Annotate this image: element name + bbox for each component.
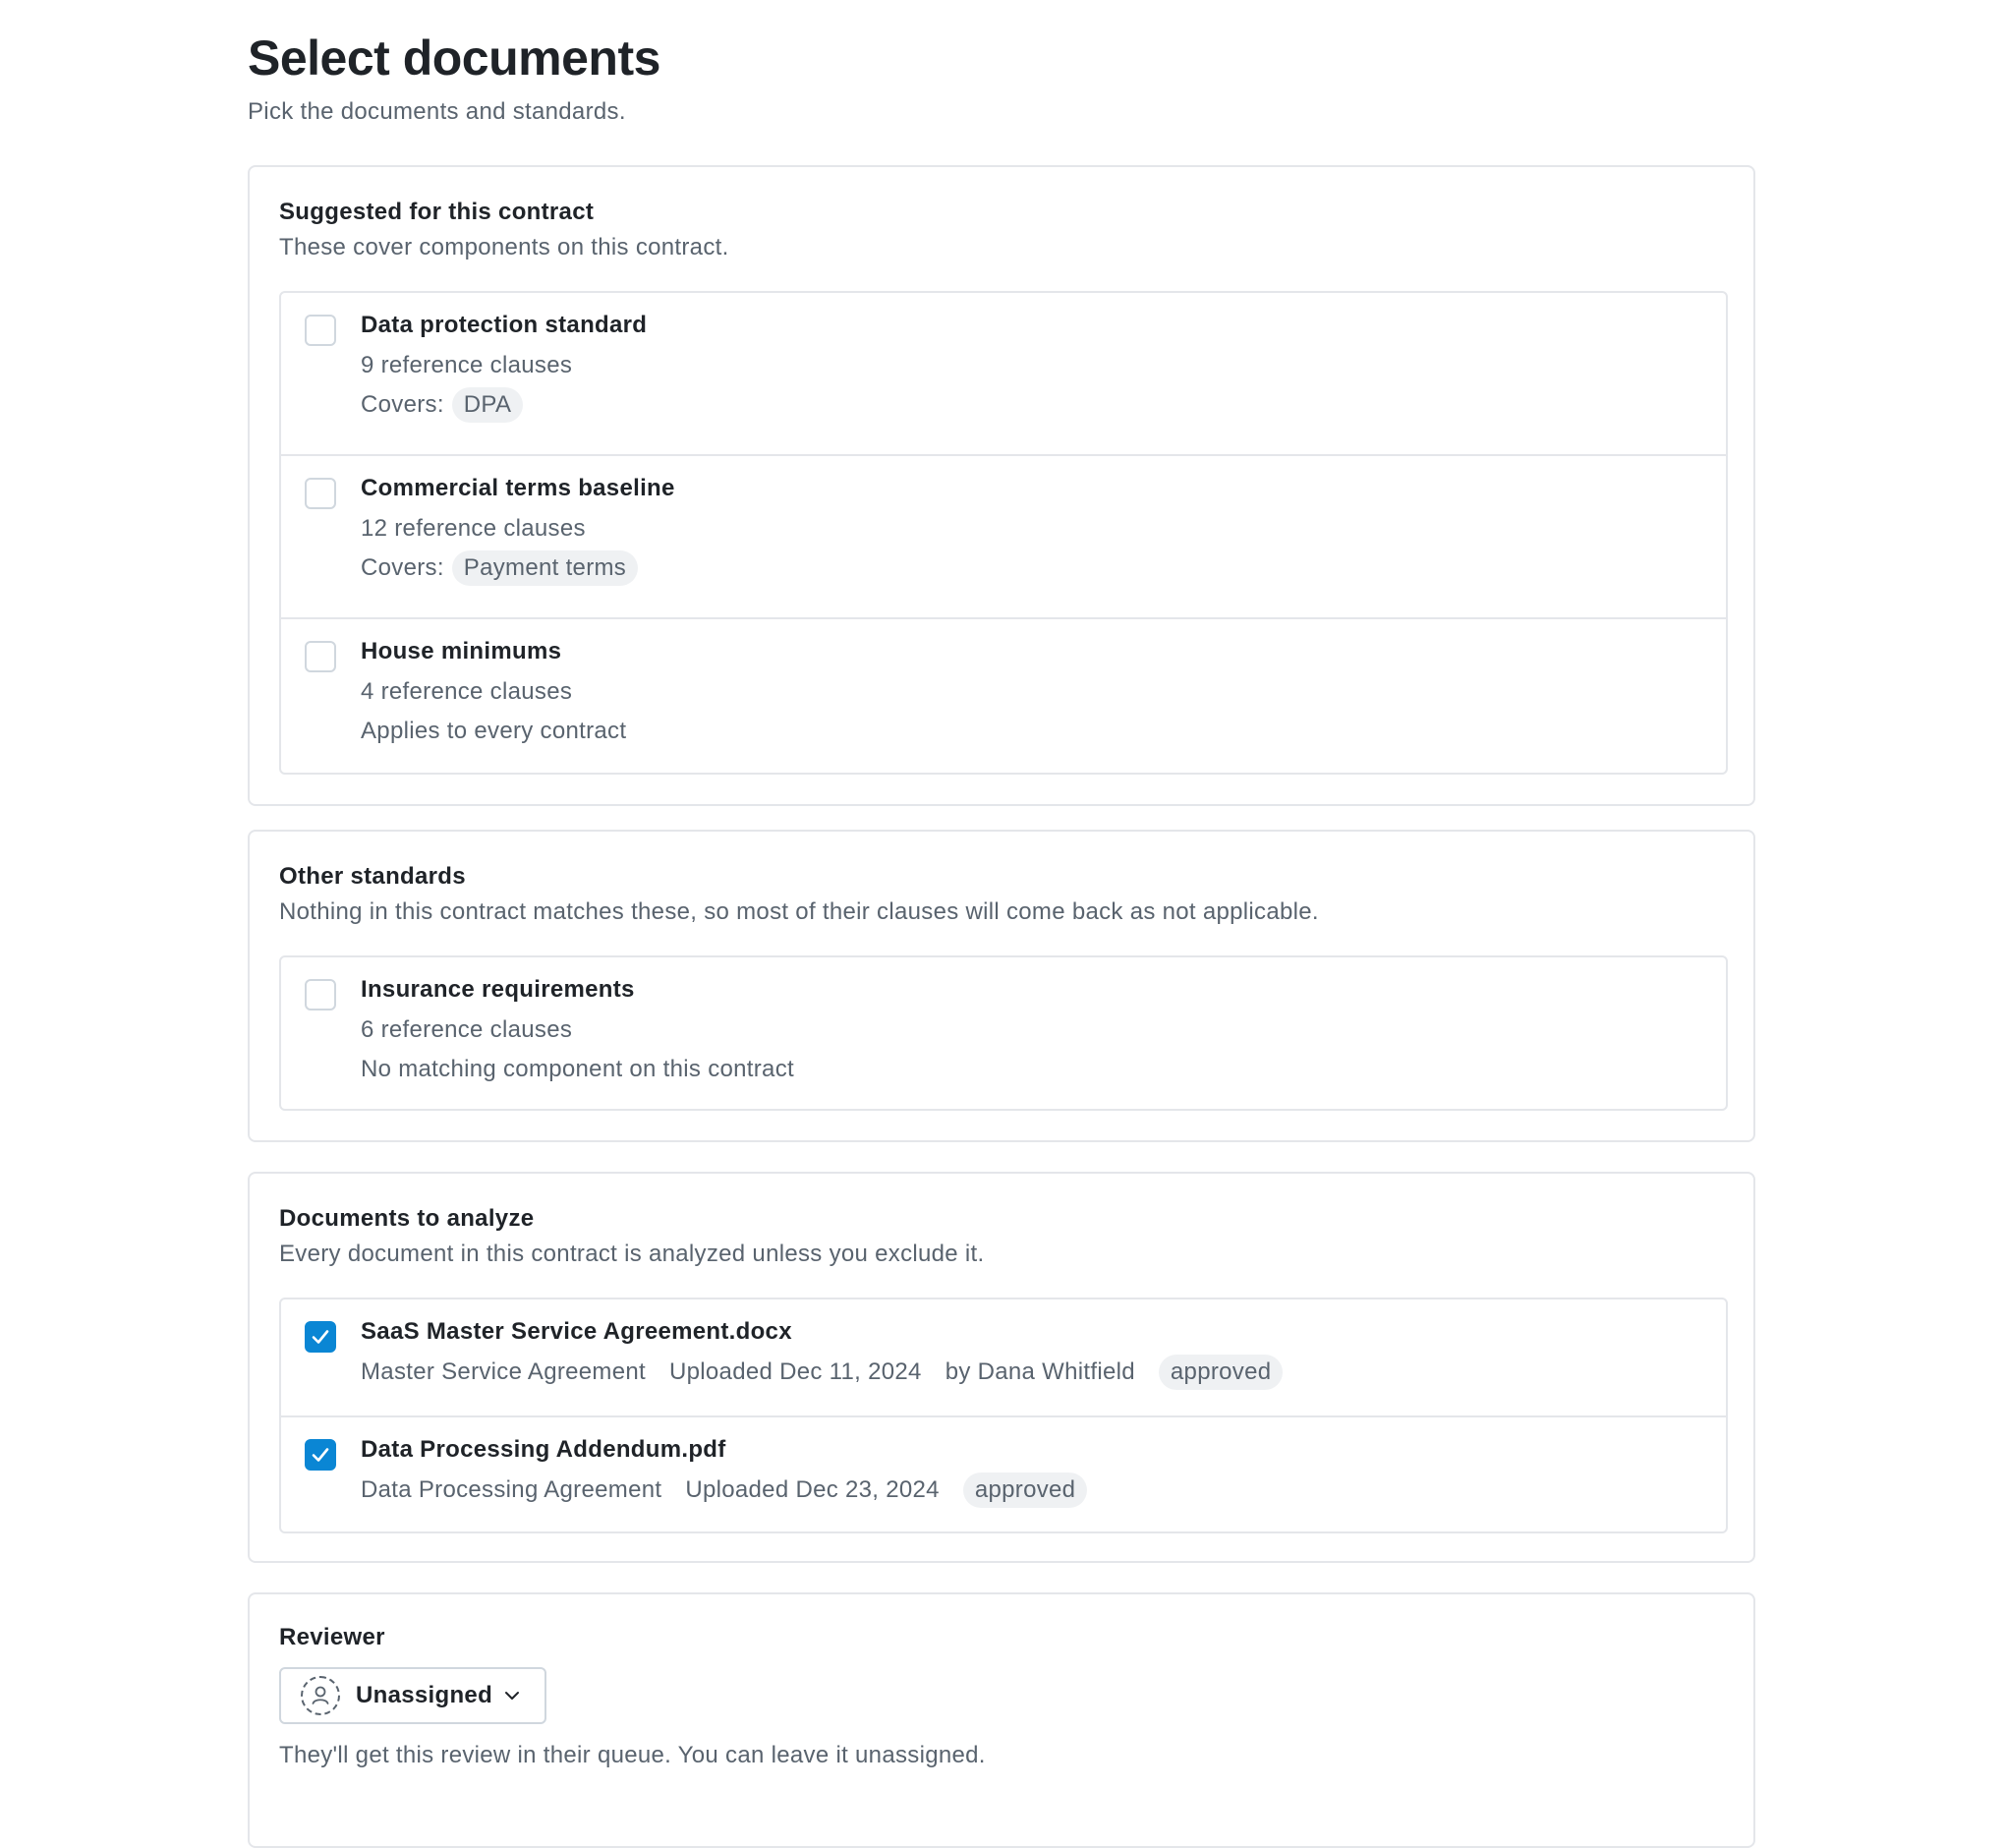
covers-chip: DPA — [452, 387, 523, 423]
documents-card — [248, 1172, 1755, 1563]
document-row-msa[interactable] — [281, 1299, 1726, 1417]
standard-clauses: 12 reference clauses — [361, 515, 586, 542]
documents-list — [279, 1298, 1728, 1533]
standard-name: Data protection standard — [361, 312, 648, 338]
check-icon — [311, 1445, 330, 1465]
status-badge: approved — [963, 1473, 1087, 1508]
standard-clauses: 4 reference clauses — [361, 678, 573, 705]
other-list — [279, 955, 1728, 1111]
standard-name: Commercial terms baseline — [361, 475, 675, 501]
document-row-dpa[interactable] — [281, 1417, 1726, 1531]
reviewer-value: Unassigned — [356, 1682, 493, 1708]
standard-covers — [361, 550, 638, 586]
standard-clauses: 9 reference clauses — [361, 352, 573, 378]
page-title: Select documents — [248, 30, 660, 86]
chevron-down-icon — [502, 1686, 522, 1705]
suggested-description: These cover components on this contract. — [279, 234, 729, 260]
document-checkbox[interactable] — [305, 1321, 336, 1353]
document-checkbox[interactable] — [305, 1439, 336, 1471]
standard-row-insurance[interactable] — [281, 957, 1726, 1109]
standard-note: No matching component on this contract — [361, 1056, 794, 1082]
documents-title: Documents to analyze — [279, 1205, 535, 1232]
standard-row-data-protection[interactable] — [281, 293, 1726, 456]
status-badge: approved — [1159, 1355, 1283, 1390]
standard-note: Applies to every contract — [361, 718, 627, 744]
standard-row-house-minimums[interactable] — [281, 619, 1726, 773]
document-meta — [361, 1355, 1283, 1390]
other-title: Other standards — [279, 863, 466, 890]
other-standards-card — [248, 830, 1755, 1142]
standard-checkbox[interactable] — [305, 979, 336, 1011]
standard-name: Insurance requirements — [361, 976, 635, 1003]
documents-description: Every document in this contract is analyzed unless you exclude it. — [279, 1241, 985, 1267]
standard-name: House minimums — [361, 638, 562, 664]
standard-checkbox[interactable] — [305, 315, 336, 346]
user-placeholder-icon — [301, 1676, 340, 1715]
check-icon — [311, 1327, 330, 1347]
standard-checkbox[interactable] — [305, 641, 336, 672]
reviewer-select[interactable] — [279, 1667, 546, 1724]
covers-chip: Payment terms — [452, 550, 638, 586]
covers-label: Covers: — [361, 554, 444, 581]
standard-clauses: 6 reference clauses — [361, 1016, 573, 1043]
standard-checkbox[interactable] — [305, 478, 336, 509]
document-type: Master Service Agreement — [361, 1358, 646, 1385]
other-description: Nothing in this contract matches these, so most of their clauses will come back as not applicable. — [279, 898, 1319, 925]
document-name: SaaS Master Service Agreement.docx — [361, 1318, 792, 1345]
document-meta — [361, 1473, 1087, 1508]
covers-label: Covers: — [361, 391, 444, 418]
page-subtitle: Pick the documents and standards. — [248, 98, 626, 125]
reviewer-title: Reviewer — [279, 1624, 385, 1650]
reviewer-note: They'll get this review in their queue. You can leave it unassigned. — [279, 1742, 986, 1768]
suggested-title: Suggested for this contract — [279, 199, 595, 225]
document-name: Data Processing Addendum.pdf — [361, 1436, 726, 1463]
standard-covers — [361, 387, 523, 423]
document-uploaded: Uploaded Dec 23, 2024 — [685, 1476, 940, 1503]
document-uploaded: Uploaded Dec 11, 2024 — [669, 1358, 922, 1385]
suggested-standards-card — [248, 165, 1755, 806]
document-type: Data Processing Agreement — [361, 1476, 662, 1503]
document-uploader: by Dana Whitfield — [945, 1358, 1135, 1385]
reviewer-card — [248, 1592, 1755, 1848]
suggested-list — [279, 291, 1728, 775]
standard-row-commercial-terms[interactable] — [281, 456, 1726, 619]
